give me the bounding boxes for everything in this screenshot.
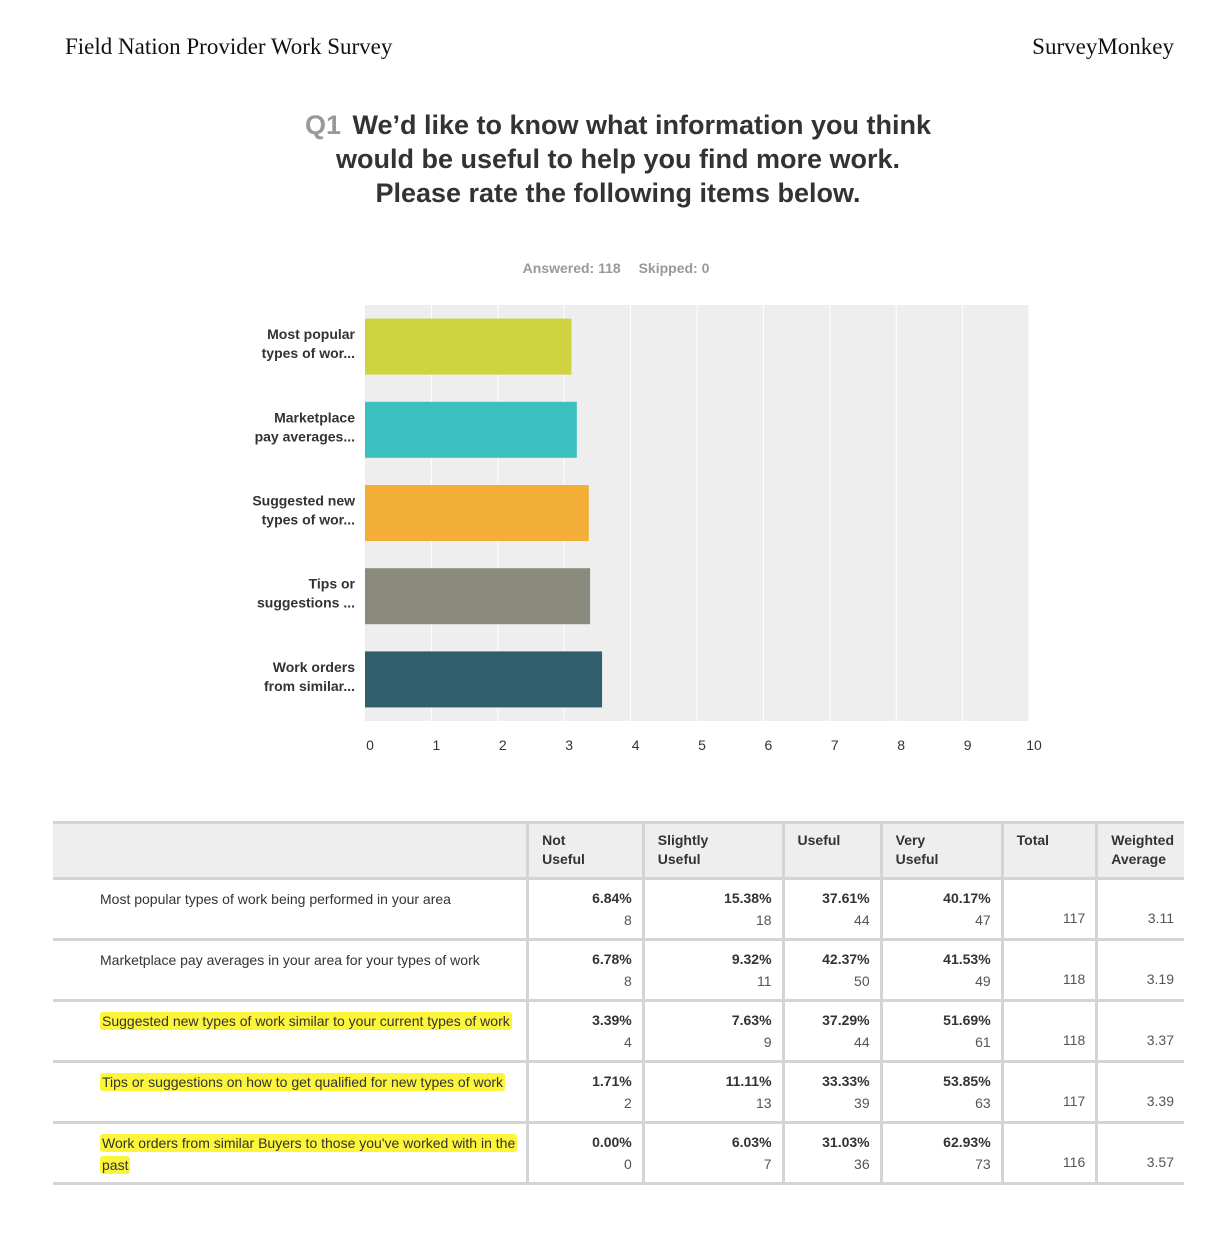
count-value: 18: [755, 912, 772, 928]
response-cell: [528, 940, 644, 1001]
category-label: suggestions ...: [256, 594, 355, 611]
response-cell: [643, 879, 783, 940]
count-value: 44: [854, 912, 870, 928]
bar: [365, 485, 589, 541]
column-header: Slightly Useful: [643, 823, 783, 879]
response-cell: [881, 1001, 1002, 1062]
skipped-count: Skipped: 0: [638, 260, 710, 276]
response-cell: [881, 940, 1002, 1001]
count-value: 2: [623, 1095, 632, 1111]
count-value: 11: [756, 973, 772, 989]
brand-name: SurveyMonkey: [1032, 34, 1174, 59]
percent-value: 11.11%: [725, 1073, 772, 1089]
response-cell: [643, 1123, 783, 1184]
column-header: Not Useful: [528, 823, 644, 879]
response-cell: [643, 1001, 783, 1062]
percent-value: 41.53%: [943, 951, 991, 967]
x-tick-label: 4: [631, 737, 640, 753]
count-value: 8: [623, 973, 632, 989]
header-blank: [53, 823, 528, 879]
count-value: 61: [975, 1034, 991, 1050]
response-cell: [783, 1123, 881, 1184]
percent-value: 53.85%: [943, 1073, 991, 1089]
row-label: [53, 1062, 528, 1123]
x-tick-label: 2: [498, 737, 507, 753]
row-label-text: Tips or suggestions on how to get qualified for new types of work: [102, 1074, 504, 1090]
total-value: 118: [1062, 1032, 1086, 1048]
response-cell: [528, 879, 644, 940]
percent-value: 42.37%: [822, 951, 870, 967]
percent-value: 51.69%: [943, 1012, 991, 1028]
percent-value: 37.61%: [822, 890, 870, 906]
row-label: [53, 1001, 528, 1062]
weighted-average-value: 3.11: [1147, 910, 1174, 926]
count-value: 7: [763, 1156, 772, 1172]
count-value: 0: [623, 1156, 632, 1172]
x-tick-label: 10: [1026, 737, 1042, 753]
total-cell: [1002, 1062, 1097, 1123]
percent-value: 6.78%: [592, 951, 632, 967]
count-value: 4: [623, 1034, 632, 1050]
percent-value: 9.32%: [731, 951, 772, 967]
row-label-text: Suggested new types of work similar to your current types of work: [102, 1013, 510, 1029]
x-tick-label: 8: [897, 737, 906, 753]
count-value: 49: [975, 973, 991, 989]
column-header: Total: [1002, 823, 1097, 879]
count-value: 39: [854, 1095, 870, 1111]
table-body: [53, 879, 1184, 1184]
survey-title: Field Nation Provider Work Survey: [65, 34, 393, 59]
count-value: 13: [755, 1095, 772, 1111]
x-tick-label: 6: [764, 737, 773, 753]
row-label-text: Marketplace pay averages in your area for your types of work: [100, 952, 480, 968]
bar: [365, 319, 572, 375]
response-cell: [783, 1062, 881, 1123]
response-cell: [643, 940, 783, 1001]
count-value: 47: [975, 912, 991, 928]
response-cell: [528, 1001, 644, 1062]
percent-value: 1.71%: [592, 1073, 632, 1089]
count-value: 9: [763, 1034, 772, 1050]
count-value: 73: [975, 1156, 991, 1172]
weighted-average-cell: [1097, 1062, 1184, 1123]
table-row: [53, 1001, 1184, 1062]
total-value: 118: [1062, 971, 1086, 987]
weighted-average-value: 3.39: [1146, 1093, 1174, 1109]
bar: [365, 651, 602, 707]
response-cell: [783, 940, 881, 1001]
category-label: pay averages...: [254, 428, 355, 445]
weighted-average-cell: [1097, 1123, 1184, 1184]
table-header-row: [53, 823, 1184, 879]
row-label: [53, 1123, 528, 1184]
response-cell: [881, 1062, 1002, 1123]
category-label: from similar...: [263, 677, 355, 694]
count-value: 63: [975, 1095, 991, 1111]
percent-value: 40.17%: [943, 890, 991, 906]
percent-value: 0.00%: [592, 1134, 632, 1150]
x-tick-label: 7: [830, 737, 839, 753]
response-cell: [783, 879, 881, 940]
percent-value: 15.38%: [724, 890, 772, 906]
percent-value: 37.29%: [822, 1012, 870, 1028]
count-value: 8: [623, 912, 632, 928]
percent-value: 3.39%: [592, 1012, 632, 1028]
response-cell: [881, 1123, 1002, 1184]
x-tick-label: 1: [432, 737, 441, 753]
percent-value: 6.84%: [592, 890, 632, 906]
count-value: 36: [854, 1156, 870, 1172]
x-tick-label: 5: [698, 737, 706, 753]
x-tick-label: 9: [963, 737, 972, 753]
category-label: types of wor...: [261, 345, 355, 362]
total-cell: [1002, 1123, 1097, 1184]
column-header: Weighted Average: [1097, 823, 1184, 879]
bar: [365, 402, 577, 458]
row-label-text: Work orders from similar Buyers to those you've worked with in the past: [102, 1135, 516, 1173]
row-label: [53, 879, 528, 940]
percent-value: 33.33%: [822, 1073, 870, 1089]
category-label: Most popular: [267, 326, 355, 343]
count-value: 44: [854, 1034, 870, 1050]
question-text: We’d like to know what information you think would be useful to help you find more work. Please rate the following items below.: [335, 110, 932, 208]
response-cell: [528, 1123, 644, 1184]
total-cell: [1002, 940, 1097, 1001]
total-cell: [1002, 879, 1097, 940]
category-label: Tips or: [308, 575, 355, 592]
weighted-average-value: 3.37: [1146, 1032, 1174, 1048]
category-label: Marketplace: [274, 409, 355, 426]
row-label-text: Most popular types of work being performed in your area: [100, 891, 451, 907]
total-cell: [1002, 1001, 1097, 1062]
x-tick-label: 0: [366, 737, 374, 753]
percent-value: 62.93%: [943, 1134, 991, 1150]
x-tick-label: 3: [565, 737, 574, 753]
percent-value: 6.03%: [731, 1134, 772, 1150]
weighted-average-value: 3.57: [1146, 1154, 1174, 1170]
column-header: Useful: [783, 823, 881, 879]
total-value: 117: [1062, 910, 1086, 926]
category-label: Work orders: [272, 658, 355, 675]
total-value: 116: [1062, 1154, 1086, 1170]
count-value: 50: [854, 973, 870, 989]
category-label: Suggested new: [252, 492, 355, 509]
table-row: [53, 1062, 1184, 1123]
table-row: [53, 879, 1184, 940]
category-label: types of wor...: [261, 511, 355, 528]
response-cell: [783, 1001, 881, 1062]
response-cell: [528, 1062, 644, 1123]
percent-value: 31.03%: [822, 1134, 870, 1150]
results-table: [53, 821, 1184, 1185]
weighted-average-cell: [1097, 879, 1184, 940]
percent-value: 7.63%: [731, 1012, 772, 1028]
answered-count: Answered: 118: [522, 260, 621, 276]
response-cell: [643, 1062, 783, 1123]
response-cell: [881, 879, 1002, 940]
column-header: Very Useful: [881, 823, 1002, 879]
weighted-average-value: 3.19: [1146, 971, 1174, 987]
total-value: 117: [1062, 1093, 1086, 1109]
row-label: [53, 940, 528, 1001]
bar: [365, 568, 590, 624]
question-number: Q1: [304, 110, 341, 140]
table-row: [53, 940, 1184, 1001]
table-row: [53, 1123, 1184, 1184]
weighted-average-cell: [1097, 1001, 1184, 1062]
weighted-average-cell: [1097, 940, 1184, 1001]
